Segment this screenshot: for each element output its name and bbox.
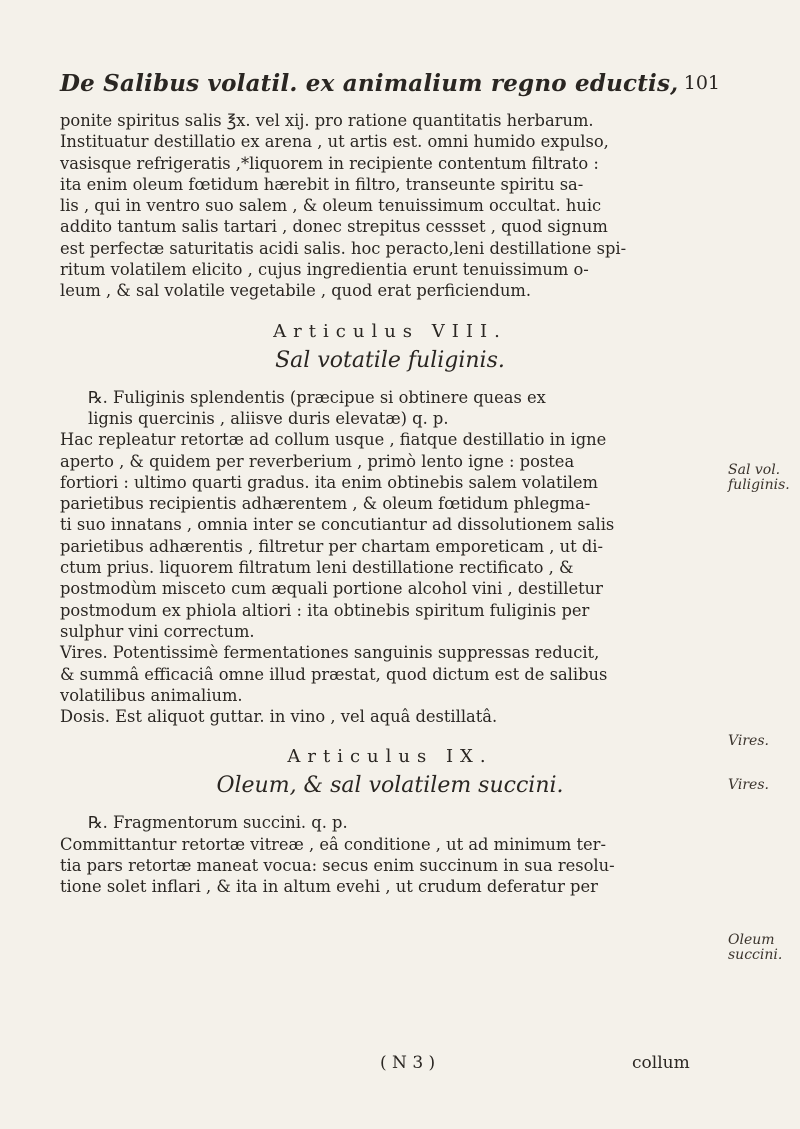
text-line: Vires. Potentissimè fermentationes sanguinis suppressas reducit, (60, 643, 600, 663)
text-line: ita enim oleum fœtidum hærebit in filtro, transeunte spiritu sa- (60, 174, 584, 194)
text-line: Instituatur destillatio ex arena , ut artis est. omni humido expulso, (60, 132, 609, 152)
text-line: vasisque refrigeratis ,*liquorem in recipiente contentum filtrato : (60, 153, 599, 173)
text-line: ℞. Fragmentorum succini. q. p. (88, 813, 348, 833)
text-line: volatilibus animalium. (60, 685, 243, 705)
page-header (60, 70, 720, 104)
text-line: lignis quercinis , aliisve duris elevatæ) q. p. (88, 408, 449, 428)
running-head: De Salibus volatil. ex animalium regno eductis, (60, 70, 679, 97)
text-line: aperto , & quidem per reverberium , primò lento igne : postea (60, 451, 575, 471)
text-line: ponite spiritus salis ℥x. vel xij. pro ratione quantitatis herbarum. (60, 111, 594, 130)
text-line: Hac repleatur retortæ ad collum usque , fiatque destillatio in igne (60, 430, 607, 450)
page-number: 101 (683, 72, 720, 94)
text-line: sulphur vini correctum. (60, 621, 255, 641)
margin-note-fuliginis: fuliginis. (728, 477, 790, 493)
text-line: parietibus adhærentis , filtretur per chartam emporeticam , ut di- (60, 536, 603, 556)
text-line: ritum volatilem elicito , cujus ingredientia erunt tenuissimum o- (60, 260, 589, 280)
catchword: collum (632, 1053, 690, 1073)
text-line: tia pars retortæ maneat vocua: secus enim succinum in sua resolu- (60, 856, 615, 876)
article-heading-9: Articulus IX. (287, 746, 493, 768)
text-line: fortiori : ultimo quarti gradus. ita enim obtinebis salem volatilem (60, 472, 598, 492)
margin-note-vires: Vires. (728, 733, 769, 749)
text-line: postmodum ex phiola altiori : ita obtinebis spiritum fuliginis per (60, 600, 590, 620)
text-line: leum , & sal volatile vegetabile , quod erat perficiendum. (60, 281, 532, 301)
margin-note-vires: Vires. (728, 777, 769, 793)
article-title-8: Sal votatile fuliginis. (275, 347, 505, 373)
body-text (60, 110, 720, 898)
text-line: ctum prius. liquorem filtratum leni destillatione rectificato , & (60, 558, 574, 578)
signature-mark: ( N 3 ) (380, 1053, 436, 1073)
text-line: Dosis. Est aliquot guttar. in vino , vel aquâ destillatâ. (60, 707, 498, 727)
text-line: tione solet inflari , & ita in altum evehi , ut crudum deferatur per (60, 877, 598, 897)
text-line: addito tantum salis tartari , donec strepitus cessset , quod signum (60, 217, 608, 237)
text-line: postmodùm misceto cum æquali portione alcohol vini , destilletur (60, 579, 603, 599)
article-title-9: Oleum, & sal volatilem succini. (216, 773, 564, 799)
article-heading-8: Articulus VIII. (273, 320, 507, 342)
text-line: est perfectæ saturitatis acidi salis. hoc peracto,leni destillatione spi- (60, 238, 627, 258)
text-line: ti suo innatans , omnia inter se concutiantur ad dissolutionem salis (60, 515, 615, 535)
text-line: parietibus recipientis adhærentem , & oleum fœtidum phlegma- (60, 494, 591, 514)
text-line: lis , qui in ventro suo salem , & oleum tenuissimum occultat. huic (60, 196, 602, 216)
text-line: & summâ efficaciâ omne illud præstat, quod dictum est de salibus (60, 664, 608, 684)
margin-note-oleum: Oleum (728, 932, 775, 948)
text-line: ℞. Fuliginis splendentis (præcipue si obtinere queas ex (88, 387, 546, 407)
text-line: Committantur retortæ vitreæ , eâ conditione , ut ad minimum ter- (60, 834, 606, 854)
margin-note-succini: succini. (728, 947, 783, 963)
margin-note-sal-vol: Sal vol. (728, 462, 781, 478)
